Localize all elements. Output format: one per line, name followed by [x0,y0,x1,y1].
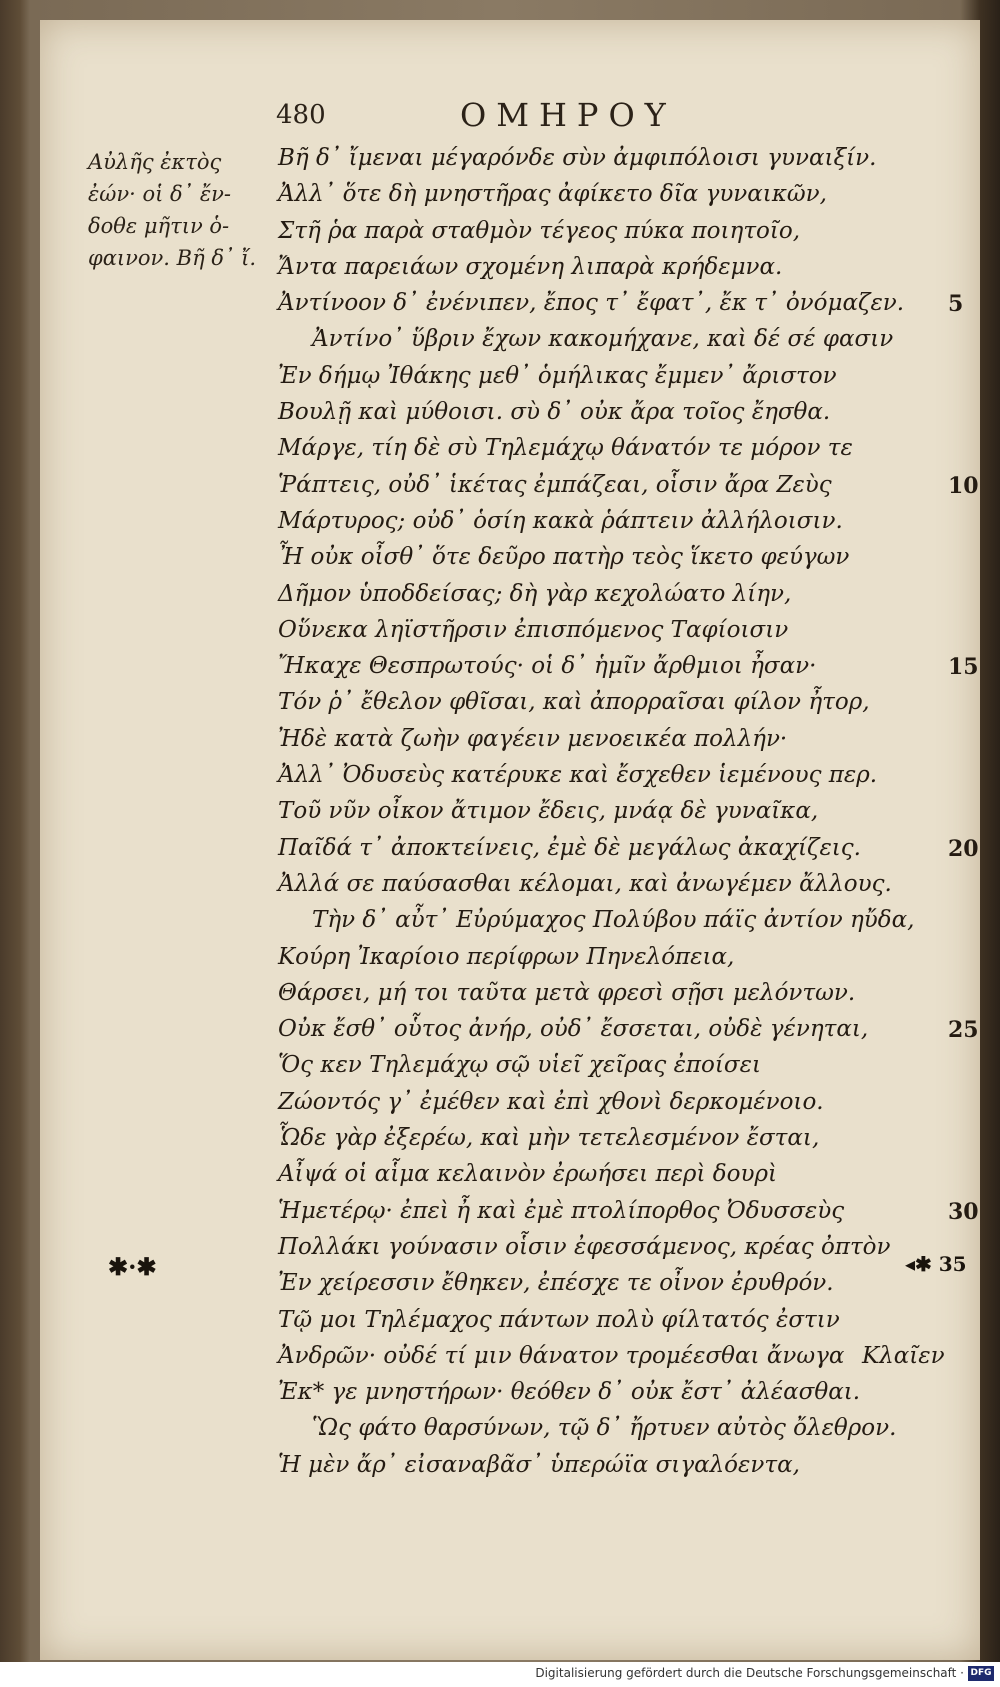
right-asterisk-mark: ◂✱ 35 [905,1252,967,1276]
verse-line: Αἶψά οἱ αἷμα κελαινὸν ἐρωήσει περὶ δουρὶ [278,1161,777,1188]
verse-line: Ἐν χείρεσσιν ἔθηκεν, ἐπέσχε τε οἶνον ἐρυθρόν. [278,1270,834,1297]
verse-line: Οὐκ ἔσθ᾽ οὗτος ἀνήρ, οὐδ᾽ ἔσσεται, οὐδὲ γένηται, [278,1016,869,1043]
verse-line: Ἀντίνοον δ᾽ ἐνένιπεν, ἔπος τ᾽ ἔφατ᾽, ἔκ τ᾽ ὀνόμαζεν. [278,290,905,317]
verse-line: Ἀνδρῶν· οὐδέ τί μιν θάνατον τρομέεσθαι ἄνωγα [278,1342,845,1369]
running-title: ΟΜΗΡΟΥ [460,96,676,134]
page-number: 480 [276,100,326,130]
line-number: 30 [948,1198,979,1225]
verse-line: Ὣς φάτο θαρσύνων, τῷ δ᾽ ἤρτυεν αὐτὸς ὄλεθρον. [312,1415,897,1442]
verse-line: Κούρη Ἰκαρίοιο περίφρων Πηνελόπεια, [278,943,735,970]
line-number: 5 [948,291,964,318]
verse-line: Βουλῇ καὶ μύθοισι. σὺ δ᾽ οὐκ ἄρα τοῖος ἔησθα. [278,399,831,426]
verse-line: Δῆμον ὑποδδείσας; δὴ γὰρ κεχολώατο λίην, [278,580,792,607]
verse-line: Παῖδά τ᾽ ἀποκτείνεις, ἐμὲ δὲ μεγάλως ἀκαχίζεις. [278,834,861,861]
catchword: Κλαῖεν [862,1343,945,1369]
verse-line: Ἀντίνο᾽ ὕβριν ἔχων κακομήχανε, καὶ δέ σέ φασιν [312,326,894,353]
line-number: 25 [948,1017,979,1044]
verse-line: Ζώοντός γ᾽ ἐμέθεν καὶ ἐπὶ χθονὶ δερκομένοιο. [278,1088,824,1115]
verse-line: Ὧδε γὰρ ἐξερέω, καὶ μὴν τετελεσμένον ἔσται, [278,1125,820,1152]
verse-line: Ἐν δήμῳ Ἰθάκης μεθ᾽ ὁμήλικας ἔμμεν᾽ ἄριστον [278,362,837,389]
verse-line: Οὕνεκα ληϊστῆρσιν ἐπισπόμενος Ταφίοισιν [278,616,789,643]
verse-line: Ῥάπτεις, οὐδ᾽ ἱκέτας ἐμπάζεαι, οἷσιν ἄρα Ζεὺς [278,471,832,498]
verse-line: Τὴν δ᾽ αὖτ᾽ Εὐρύμαχος Πολύβου πάϊς ἀντίον ηὔδα, [312,907,915,934]
verse-line: Ἀλλ᾽ Ὀδυσεὺς κατέρυκε καὶ ἔσχεθεν ἱεμένους περ. [278,762,878,789]
line-number: 20 [948,835,979,862]
verse-line: Μάργε, τίη δὲ σὺ Τηλεμάχῳ θάνατόν τε μόρον τε [278,435,853,462]
verse-line: Πολλάκι γούνασιν οἷσιν ἐφεσσάμενος, κρέας ὀπτὸν [278,1233,891,1260]
verse-line: Ὅς κεν Τηλεμάχῳ σῷ υἱεῖ χεῖρας ἐποίσει [278,1052,761,1079]
verse-line: Ἐκ* γε μνηστήρων· θεόθεν δ᾽ οὐκ ἔστ᾽ ἀλέασθαι. [278,1379,861,1406]
verse-line: Ἦ οὐκ οἶσθ᾽ ὅτε δεῦρο πατὴρ τεὸς ἵκετο φεύγων [278,544,850,571]
verse-line: Στῆ ῥα παρὰ σταθμὸν τέγεος πύκα ποιητοῖο, [278,217,801,244]
footer-credit: Digitalisierung gefördert durch die Deutsche Forschungsgemeinschaft · [535,1666,964,1680]
verse-line: Τοῦ νῦν οἶκον ἄτιμον ἔδεις, μνάᾳ δὲ γυναῖκα, [278,798,819,825]
line-number: 15 [948,654,979,681]
dfg-logo-icon: DFG [968,1666,994,1681]
line-number: 10 [948,472,979,499]
marginal-note-line: φαινον. Βῆ δ᾽ ἴ. [88,246,257,270]
verse-line: Ἀλλά σε παύσασθαι κέλομαι, καὶ ἀνωγέμεν ἄλλους. [278,870,892,897]
marginal-note-line: Αὐλῆς ἐκτὸς [88,150,222,174]
verse-line: Τόν ῥ᾽ ἔθελον φθῖσαι, καὶ ἀπορραῖσαι φίλον ἦτορ, [278,689,870,716]
verse-line: Ἤκαχε Θεσπρωτούς· οἱ δ᾽ ἡμῖν ἄρθμιοι ἦσαν· [278,653,817,680]
verse-line: Ἄντα παρειάων σχομένη λιπαρὰ κρήδεμνα. [278,253,783,280]
verse-line: Ἀλλ᾽ ὅτε δὴ μνηστῆρας ἀφίκετο δῖα γυναικῶν, [278,181,827,208]
marginal-note-line: δοθε μῆτιν ὁ- [88,214,230,238]
marginal-note-line: ἐών· οἱ δ᾽ ἔν- [88,182,232,206]
verse-line: Ἠδὲ κατὰ ζωὴν φαγέειν μενοεικέα πολλήν· [278,725,788,752]
verse-line: Θάρσει, μή τοι ταῦτα μετὰ φρεσὶ σῇσι μελόντων. [278,979,856,1006]
left-asterisk-mark: ✱·✱ [108,1252,157,1281]
verse-line: Μάρτυρος; οὐδ᾽ ὁσίη κακὰ ῥάπτειν ἀλλήλοισιν. [278,507,843,534]
verse-line: Ἡ μὲν ἄρ᾽ εἰσαναβᾶσ᾽ ὑπερώϊα σιγαλόεντα, [278,1451,800,1478]
verse-line: Τῷ μοι Τηλέμαχος πάντων πολὺ φίλτατός ἐστιν [278,1306,840,1333]
verse-line: Ἡμετέρῳ· ἐπεὶ ἦ καὶ ἐμὲ πτολίπορθος Ὀδυσσεὺς [278,1197,845,1224]
verse-line: Βῆ δ᾽ ἴμεναι μέγαρόνδε σὺν ἀμφιπόλοισι γυναιξίν. [278,145,877,171]
footer-bar [0,1662,1000,1687]
marginal-note [88,146,268,274]
